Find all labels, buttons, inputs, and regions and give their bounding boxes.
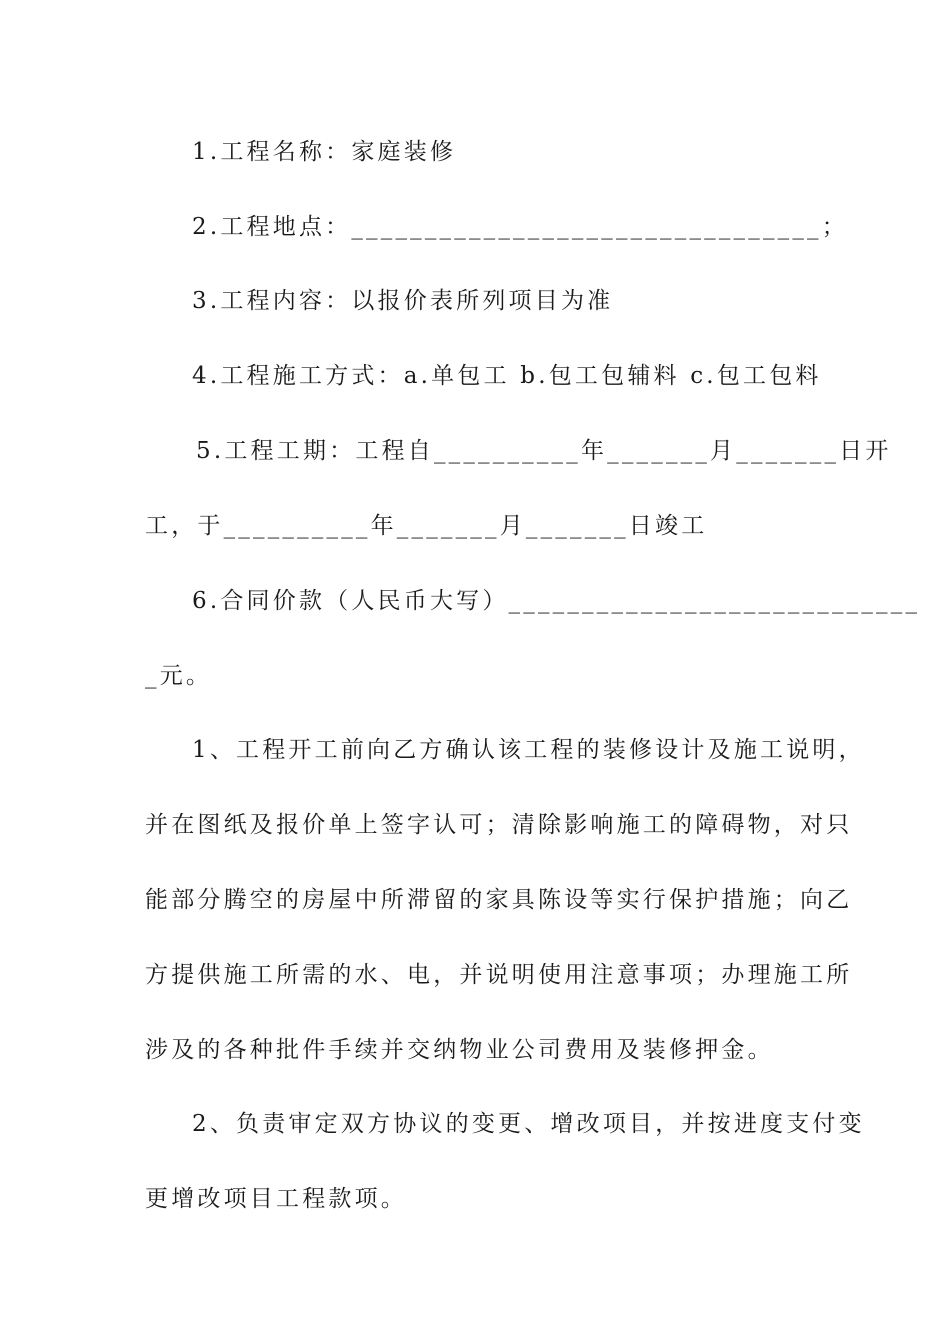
paragraph-2-line-1: 2、负责审定双方协议的变更、增改项目，并按进度支付变 <box>192 1111 865 1137</box>
paragraph-1-line-5: 涉及的各种批件手续并交纳物业公司费用及装修押金。 <box>145 1037 774 1063</box>
paragraph-1-line-1: 1、工程开工前向乙方确认该工程的装修设计及施工说明， <box>192 737 865 763</box>
paragraph-1-line-3: 能部分腾空的房屋中所滞留的家具陈设等实行保护措施；向乙 <box>145 887 853 913</box>
paragraph-1-line-4: 方提供施工所需的水、电，并说明使用注意事项；办理施工所 <box>145 962 853 988</box>
project-location-line: 2.工程地点：________________________________； <box>192 214 848 240</box>
project-content-line: 3.工程内容：以报价表所列项目为准 <box>192 288 614 314</box>
construction-method-line: 4.工程施工方式：a.单包工 b.包工包辅料 c.包工包料 <box>192 363 822 389</box>
project-name-line: 1.工程名称：家庭装修 <box>192 139 457 165</box>
construction-period-line: 5.工程工期：工程自__________年_______月_______日开 <box>196 438 892 464</box>
contract-price-line: 6.合同价款（人民币大写）____________________________ <box>192 588 921 614</box>
paragraph-2-line-2: 更增改项目工程款项。 <box>145 1186 407 1212</box>
contract-price-unit-line: _元。 <box>145 663 213 689</box>
completion-date-line: 工，于__________年_______月_______日竣工 <box>145 513 708 539</box>
paragraph-1-line-2: 并在图纸及报价单上签字认可；清除影响施工的障碍物，对只 <box>145 812 853 838</box>
